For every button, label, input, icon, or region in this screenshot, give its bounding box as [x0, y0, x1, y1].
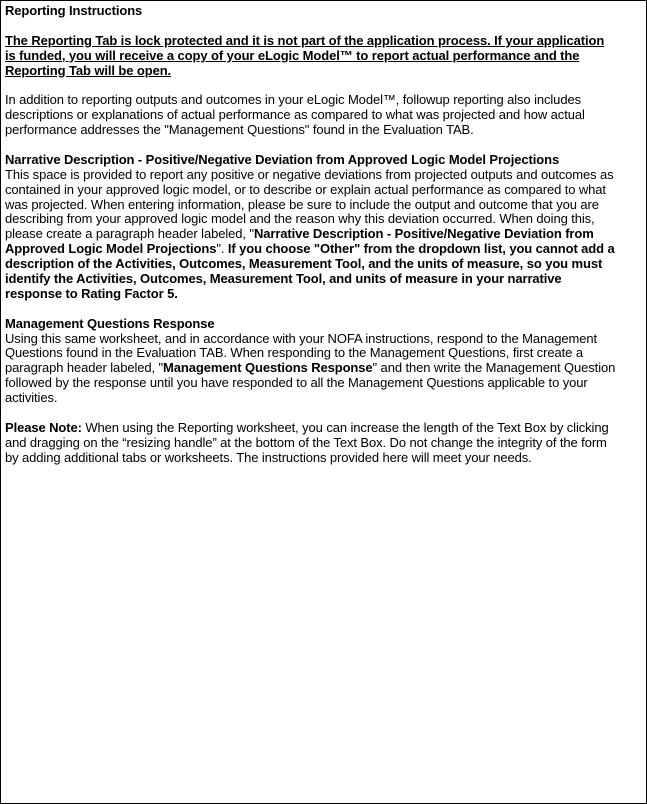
management-paragraph: [5, 332, 644, 406]
bold-text: Approved Logic Model Projections: [5, 241, 217, 257]
bold-text: If you choose "Other" from the dropdown list, you cannot add a: [227, 241, 615, 257]
bold-text: identify the Activities, Outcomes, Measurement Tool, and units of measure in your narrative: [5, 271, 562, 287]
text: describing from your approved logic model and the reason why this deviation occurred. When doing this,: [5, 211, 595, 227]
text: followed by the response until you have responded to all the Management Questions applicable to your: [5, 375, 588, 391]
management-heading: Management Questions Response: [5, 315, 215, 331]
paragraph-line: [5, 287, 644, 302]
intro-line: performance addresses the "Management Questions" found in the Evaluation TAB.: [5, 122, 474, 138]
narrative-heading: Narrative Description - Positive/Negative Deviation from Approved Logic Model Projections: [5, 151, 560, 167]
text: activities.: [5, 390, 58, 406]
paragraph-line: [5, 168, 644, 183]
paragraph-line: [5, 272, 644, 287]
intro-line: In addition to reporting outputs and outcomes in your eLogic Model™, followup reporting also includes: [5, 92, 581, 108]
text: ".: [216, 241, 228, 257]
paragraph-line: [5, 421, 644, 436]
text: This space is provided to report any positive or negative deviations from projected outputs and outcomes as: [5, 166, 614, 182]
paragraph-line: [5, 183, 644, 198]
bold-text: Narrative Description - Positive/Negative Deviation from: [253, 226, 594, 242]
narrative-paragraph: [5, 168, 644, 302]
notice-line: is funded, you will receive a copy of your eLogic Model™ to report actual performance and the: [5, 47, 580, 63]
text: by adding additional tabs or worksheets. The instructions provided here will meet your needs.: [5, 449, 532, 465]
text: and dragging on the “resizing handle” at the bottom of the Text Box. Do not change the integrity of the form: [5, 434, 607, 450]
paragraph-line: [5, 242, 644, 257]
text: Using this same worksheet, and in accordance with your NOFA instructions, respond to the Management: [5, 330, 598, 346]
paragraph-line: [5, 346, 644, 361]
paragraph-line: [5, 212, 644, 227]
paragraph-line: [5, 198, 644, 213]
text: Questions found in the Evaluation TAB. When responding to the Management Questions, first create a: [5, 345, 583, 361]
paragraph-line: [5, 227, 644, 242]
paragraph-line: [5, 376, 644, 391]
paragraph-line: [5, 391, 644, 406]
notice-line: Reporting Tab will be open.: [5, 62, 172, 78]
text: When using the Reporting worksheet, you can increase the length of the Text Box by clicking: [81, 419, 609, 435]
text: please create a paragraph header labeled, ": [5, 226, 254, 242]
bold-text: response to Rating Factor 5.: [5, 285, 178, 301]
paragraph-line: [5, 436, 644, 451]
text: paragraph header labeled, ": [5, 360, 164, 376]
intro-line: descriptions or explanations of actual performance as compared to what was projected and how actual: [5, 107, 585, 123]
instructions-content: [5, 4, 644, 466]
text: contained in your approved logic model, or to describe or explain actual performance as compared to what: [5, 181, 606, 197]
paragraph-line: [5, 332, 644, 347]
bold-text: description of the Activities, Outcomes, Measurement Tool, and the units of measure, so you must: [5, 256, 603, 272]
bold-text: Management Questions Response: [163, 360, 373, 376]
paragraph-line: [5, 361, 644, 376]
please-note-paragraph: [5, 421, 644, 466]
paragraph-line: [5, 257, 644, 272]
bold-text: Please Note:: [5, 419, 82, 435]
text: was projected. When entering information, please be sure to include the output and outcome that you are: [5, 196, 599, 212]
notice-line: The Reporting Tab is lock protected and it is not part of the application process. If your application: [5, 32, 605, 48]
paragraph-line: [5, 451, 644, 466]
text: " and then write the Management Question: [372, 360, 616, 376]
page-title: Reporting Instructions: [5, 3, 143, 18]
